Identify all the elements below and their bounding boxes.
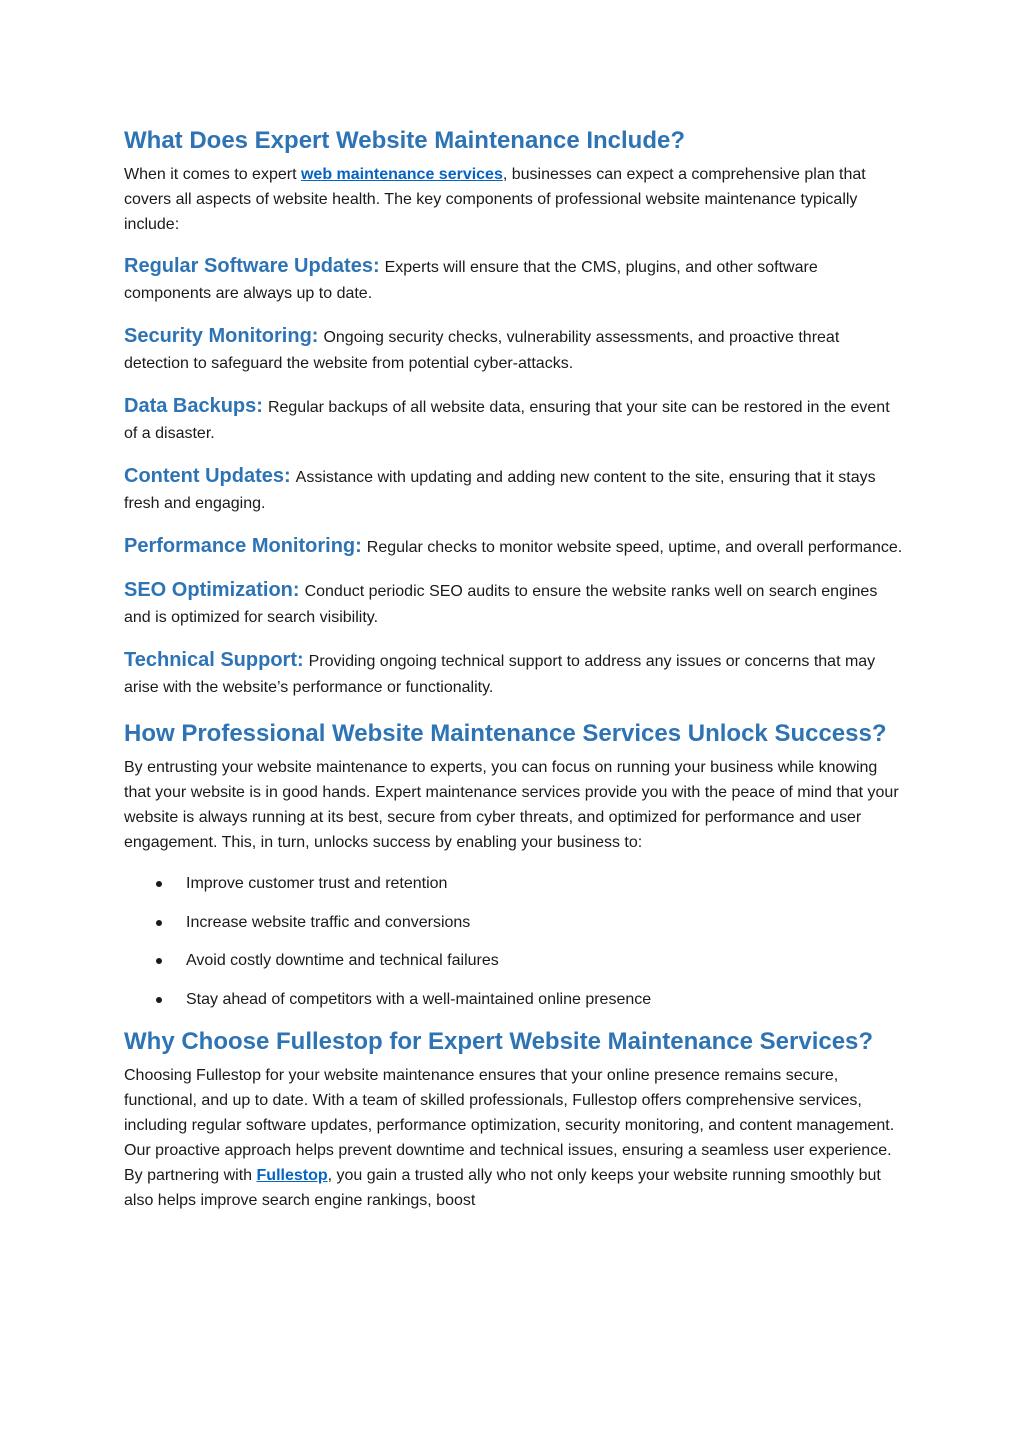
component-item-software-updates — [124, 253, 904, 307]
section-heading-what-includes: What Does Expert Website Maintenance Include? — [124, 127, 685, 154]
fullestop-text-after: , you gain a trusted ally who not only keeps your website running smoothly but also helps improve search engine rankings, boost — [124, 1167, 881, 1209]
bullet-icon — [156, 920, 162, 926]
list-item: Stay ahead of competitors with a well-maintained online presence — [124, 987, 904, 1012]
list-item: Avoid costly downtime and technical failures — [124, 948, 904, 973]
bullet-icon — [156, 881, 162, 887]
component-title: Security Monitoring: — [124, 325, 319, 347]
component-item-data-backups — [124, 393, 904, 447]
component-item-seo-optimization — [124, 577, 904, 631]
maintenance-components-list — [124, 253, 904, 701]
component-title: Data Backups: — [124, 395, 263, 417]
list-item: Increase website traffic and conversions — [124, 910, 904, 935]
component-item-technical-support — [124, 647, 904, 701]
document-page — [124, 124, 904, 1229]
bullet-icon — [156, 997, 162, 1003]
component-title: Technical Support: — [124, 649, 304, 671]
component-text: Providing ongoing technical support to address any issues or concerns that may arise with the website’s performance or functionality. — [124, 653, 876, 696]
bullet-icon — [156, 958, 162, 964]
list-item: Improve customer trust and retention — [124, 871, 904, 896]
section-heading-unlock-success: How Professional Website Maintenance Services Unlock Success? — [124, 720, 887, 747]
component-text: Experts will ensure that the CMS, plugins, and other software components are always up to date. — [124, 259, 818, 302]
component-title: Content Updates: — [124, 465, 291, 487]
intro-text-before: When it comes to expert — [124, 166, 301, 183]
component-item-performance-monitoring — [124, 533, 904, 561]
component-item-content-updates — [124, 463, 904, 517]
web-maintenance-services-link[interactable]: web maintenance services — [300, 166, 503, 183]
component-text: Ongoing security checks, vulnerability assessments, and proactive threat detection to safeguard the website from potential cyber-attacks. — [124, 329, 840, 372]
component-item-security-monitoring — [124, 323, 904, 377]
fullestop-text-before: Choosing Fullestop for your website maintenance ensures that your online presence remains secure, functional, and up to date. With a team of skilled professionals, Fullestop offers comprehensive services, including regular software updates, performance optimization, security monitoring, and content management. Our proactive approach helps prevent downtime and technical issues, ensuring a seamless user experience. By partnering with — [124, 1067, 895, 1184]
fullestop-paragraph — [124, 1063, 904, 1213]
component-title: SEO Optimization: — [124, 579, 300, 601]
component-text: Regular backups of all website data, ensuring that your site can be restored in the event of a disaster. — [124, 399, 890, 442]
component-title: Performance Monitoring: — [124, 535, 362, 557]
benefits-list — [124, 871, 904, 1012]
intro-text-after: , businesses can expect a comprehensive plan that covers all aspects of website health. The key components of professional website maintenance typically include: — [124, 166, 866, 233]
section-heading-why-fullestop: Why Choose Fullestop for Expert Website Maintenance Services? — [124, 1028, 874, 1055]
success-paragraph: By entrusting your website maintenance to experts, you can focus on running your business while knowing that your website is in good hands. Expert maintenance services provide you with the peace of mind that your website is always running at its best, secure from cyber threats, and optimized for performance and user engagement. This, in turn, unlocks success by enabling your business to: — [124, 759, 899, 851]
intro-paragraph — [124, 162, 904, 237]
fullestop-link[interactable]: Fullestop — [256, 1167, 328, 1184]
component-text: Regular checks to monitor website speed, uptime, and overall performance. — [366, 539, 903, 556]
component-text: Assistance with updating and adding new content to the site, ensuring that it stays fresh and engaging. — [124, 469, 876, 512]
component-title: Regular Software Updates: — [124, 255, 380, 277]
component-text: Conduct periodic SEO audits to ensure the website ranks well on search engines and is optimized for search visibility. — [124, 583, 878, 626]
